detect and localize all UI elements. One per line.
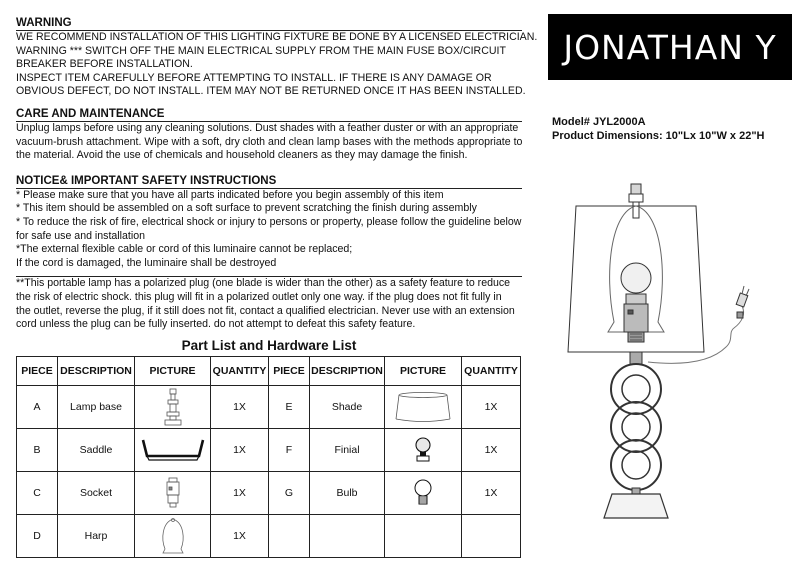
harp-icon <box>156 517 190 555</box>
notice-line: *The external flexible cable or cord of this luminaire cannot be replaced; <box>16 243 353 256</box>
piece-cell: E <box>269 385 310 428</box>
notice-line: If the cord is damaged, the luminaire shall be destroyed <box>16 256 277 269</box>
lamp-cord <box>648 306 744 363</box>
parts-list-title: Part List and Hardware List <box>181 337 357 353</box>
warning-line: WE RECOMMEND INSTALLATION OF THIS LIGHTING FIXTURE BE DONE BY A LICENSED ELECTRICIAN. <box>16 31 538 43</box>
header-quantity: QUANTITY <box>462 356 521 385</box>
quantity-cell: 1X <box>211 471 269 514</box>
piece-cell: D <box>17 514 58 557</box>
description-cell: Lamp base <box>58 385 135 428</box>
care-heading: CARE AND MAINTENANCE <box>16 105 522 122</box>
shade-icon <box>393 391 453 423</box>
notice-line: * Please make sure that you have all parts indicated before you begin assembly of this item <box>16 188 444 201</box>
notice-line: for safe use and installation <box>16 229 145 242</box>
picture-cell <box>385 385 462 428</box>
brand-logo: JONATHAN Y <box>548 14 792 80</box>
socket-icon <box>164 477 182 509</box>
lamp-ring <box>611 364 661 414</box>
notice-line: * To reduce the risk of fire, electrical shock or injury to persons or property, please follow the guideline below <box>16 215 522 228</box>
header-description: DESCRIPTION <box>310 356 385 385</box>
plug-text <box>16 277 522 331</box>
picture-cell <box>135 385 211 428</box>
warning-line: INSPECT ITEM CAREFULLY BEFORE ATTEMPTING TO INSTALL. IF THERE IS ANY DAMAGE OR <box>16 71 492 84</box>
picture-cell <box>385 428 462 471</box>
notice-heading: NOTICE& IMPORTANT SAFETY INSTRUCTIONS <box>16 172 522 189</box>
piece-cell: C <box>17 471 58 514</box>
quantity-cell: 1X <box>462 428 521 471</box>
description-cell: Socket <box>58 471 135 514</box>
product-dimensions: Product Dimensions: 10"Lx 10"W x 22"H <box>552 130 765 142</box>
table-row <box>17 385 521 428</box>
lamp-ring <box>611 440 661 490</box>
picture-cell <box>135 514 211 557</box>
plug-line: **This portable lamp has a polarized plug (one blade is wider than the other) as a safety feature to reduce <box>16 277 511 290</box>
header-picture: PICTURE <box>385 356 462 385</box>
picture-cell <box>385 514 462 557</box>
picture-cell <box>135 471 211 514</box>
lamp-base-icon <box>162 388 184 426</box>
header-description: DESCRIPTION <box>58 356 135 385</box>
picture-cell <box>385 471 462 514</box>
model-number: Model# JYL2000A <box>552 116 646 128</box>
quantity-cell: 1X <box>462 471 521 514</box>
instructions-column <box>16 14 538 558</box>
piece-cell: G <box>269 471 310 514</box>
bulb-icon <box>413 477 433 509</box>
quantity-cell <box>462 514 521 557</box>
header-quantity: QUANTITY <box>211 356 269 385</box>
table-row <box>17 471 521 514</box>
care-text <box>16 122 522 163</box>
warning-line: WARNING *** SWITCH OFF THE MAIN ELECTRICAL SUPPLY FROM THE MAIN FUSE BOX/CIRCUIT <box>16 44 506 57</box>
care-line: the material. Avoid the use of chemicals and household cleaners as they may damage the finish. <box>16 149 468 162</box>
care-line: Unplug lamps before using any cleaning solutions. Dust shades with a feather duster or with an appropriate <box>16 121 519 134</box>
header-piece: PIECE <box>17 356 58 385</box>
table-header-row <box>17 356 521 385</box>
header-picture: PICTURE <box>135 356 211 385</box>
plug-line: the risk of electric shock. this plug will fit in a polarized outlet only one way. if the plug does not fit fully in <box>16 290 502 303</box>
warning-text <box>16 31 538 99</box>
warning-line: OBVIOUS DEFECT, DO NOT INSTALL. ITEM MAY NOT BE RETURNED ONCE IT HAS BEEN INSTALLED. <box>16 85 526 98</box>
warning-line: BREAKER BEFORE INSTALLATION. <box>16 58 193 71</box>
piece-cell <box>269 514 310 557</box>
saddle-icon <box>141 438 205 462</box>
piece-cell: F <box>269 428 310 471</box>
description-cell <box>310 514 385 557</box>
quantity-cell: 1X <box>462 385 521 428</box>
lamp-diagram <box>556 182 766 562</box>
plug-line: the outlet, reverse the plug, if it still does not fit, contact a qualified electrician. Never use with an extension <box>16 304 515 317</box>
header-piece: PIECE <box>269 356 310 385</box>
quantity-cell: 1X <box>211 514 269 557</box>
picture-cell <box>135 428 211 471</box>
parts-table <box>16 356 521 558</box>
plug-line: cord unless the plug can be fully inserted. do not attempt to defeat this safety feature. <box>16 318 416 331</box>
description-cell: Finial <box>310 428 385 471</box>
table-row <box>17 428 521 471</box>
warning-heading: WARNING <box>16 14 522 31</box>
notice-line: * This item should be assembled on a soft surface to prevent scratching the finish during assembly <box>16 202 477 215</box>
product-info <box>552 115 764 143</box>
quantity-cell: 1X <box>211 428 269 471</box>
piece-cell: A <box>17 385 58 428</box>
piece-cell: B <box>17 428 58 471</box>
notice-text <box>16 189 522 271</box>
quantity-cell: 1X <box>211 385 269 428</box>
description-cell: Bulb <box>310 471 385 514</box>
lamp-bulb <box>621 263 651 293</box>
description-cell: Saddle <box>58 428 135 471</box>
description-cell: Harp <box>58 514 135 557</box>
lamp-ring <box>611 402 661 452</box>
finial-icon <box>413 435 433 465</box>
description-cell: Shade <box>310 385 385 428</box>
lamp-base <box>604 494 668 518</box>
care-line: vacuum-brush attachment. Wipe with a soft, dry cloth and clean lamp bases with the methods appropriate to <box>16 135 523 148</box>
table-row <box>17 514 521 557</box>
